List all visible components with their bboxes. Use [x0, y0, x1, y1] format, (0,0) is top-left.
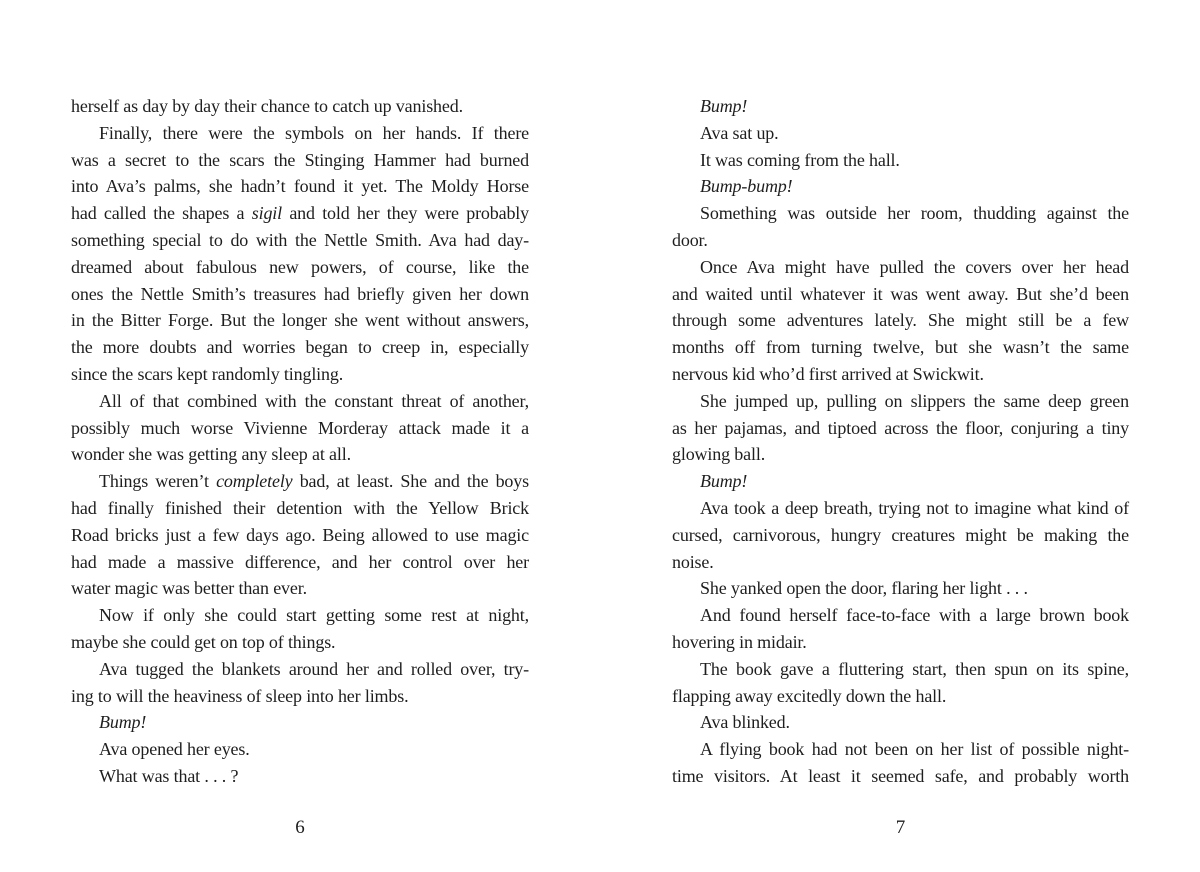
text-line	[672, 361, 1129, 388]
text-line	[672, 227, 1129, 254]
page-number-right: 7	[895, 817, 906, 838]
text-segment: wonder she was getting any sleep at all.	[71, 444, 351, 465]
text-segment: It was coming from the hall.	[700, 149, 900, 170]
text-line	[672, 281, 1129, 308]
text-segment: Things weren’t	[99, 471, 217, 492]
text-line	[71, 441, 529, 468]
text-segment: glowing ball.	[672, 444, 766, 465]
text-segment: something special to do with the Nettle Smith. Ava had day-	[71, 229, 529, 250]
text-line	[71, 522, 529, 549]
text-segment: She jumped up, pulling on slippers the same deep green	[700, 390, 1129, 411]
text-segment: Ava sat up.	[700, 122, 779, 143]
text-line	[672, 522, 1129, 549]
text-segment: The book gave a fluttering start, then spun on its spine,	[700, 658, 1129, 679]
text-segment: hovering in midair.	[672, 631, 807, 652]
text-segment: herself as day by day their chance to catch up vanished.	[71, 96, 463, 116]
text-line	[672, 200, 1129, 227]
text-line	[71, 549, 529, 576]
text-line	[672, 441, 1129, 468]
text-segment: maybe she could get on top of things.	[71, 631, 336, 652]
text-line	[672, 93, 1129, 120]
text-segment: cursed, carnivorous, hungry creatures might be making the	[672, 524, 1129, 545]
text-line	[71, 120, 529, 147]
text-line	[71, 93, 529, 120]
text-line	[672, 763, 1129, 790]
text-line	[672, 736, 1129, 763]
text-line	[71, 388, 529, 415]
text-line	[71, 415, 529, 442]
text-segment: and told her they were probably	[282, 203, 530, 224]
page-number-left: 6	[295, 817, 305, 838]
italic-text: Bump-bump!	[700, 176, 793, 197]
text-segment: into Ava’s palms, she hadn’t found it yet. The Moldy Horse	[71, 176, 529, 197]
text-line	[672, 683, 1129, 710]
text-line	[672, 549, 1129, 576]
text-segment: Once Ava might have pulled the covers over her head	[700, 256, 1129, 277]
text-segment: dreamed about fabulous new powers, of course, like the	[71, 256, 529, 277]
text-line	[71, 361, 529, 388]
text-line	[672, 388, 1129, 415]
text-segment: What was that . . . ?	[99, 765, 239, 786]
text-segment: the more doubts and worries began to creep in, especially	[71, 337, 529, 358]
text-segment: All of that combined with the constant threat of another,	[99, 390, 529, 411]
text-line	[672, 575, 1129, 602]
text-line	[71, 200, 529, 227]
page-left-text	[71, 93, 529, 790]
text-line	[672, 147, 1129, 174]
text-line	[71, 683, 529, 710]
text-segment: water magic was better than ever.	[71, 578, 307, 599]
text-line	[71, 763, 529, 790]
text-segment: Ava blinked.	[700, 712, 790, 733]
italic-text: sigil	[251, 203, 282, 224]
text-line	[672, 709, 1129, 736]
text-segment: door.	[672, 229, 708, 250]
text-segment: through some adventures lately. She might still be a few	[672, 310, 1129, 331]
text-segment: in the Bitter Forge. But the longer she went without answers,	[71, 310, 529, 331]
text-line	[71, 147, 529, 174]
text-line	[71, 709, 529, 736]
text-segment: ones the Nettle Smith’s treasures had briefly given her down	[71, 283, 529, 304]
text-line	[672, 415, 1129, 442]
text-line	[71, 736, 529, 763]
text-segment: Road bricks just a few days ago. Being allowed to use magic	[71, 524, 529, 545]
text-line	[672, 468, 1129, 495]
text-line	[71, 307, 529, 334]
text-line	[71, 334, 529, 361]
italic-text: Bump!	[700, 471, 748, 492]
text-line	[672, 602, 1129, 629]
text-line	[71, 468, 529, 495]
text-segment: Finally, there were the symbols on her hands. If there	[99, 122, 529, 143]
page-right-text	[672, 93, 1129, 790]
text-segment: nervous kid who’d first arrived at Swickwit.	[672, 363, 984, 384]
italic-text: completely	[216, 471, 293, 492]
italic-text: Bump!	[99, 712, 147, 733]
text-segment: was a secret to the scars the Stinging Hammer had burned	[71, 149, 529, 170]
text-segment: Now if only she could start getting some rest at night,	[99, 605, 529, 626]
text-line	[672, 629, 1129, 656]
text-segment: had called the shapes a	[71, 203, 252, 224]
text-segment: ing to will the heaviness of sleep into her limbs.	[71, 685, 409, 706]
text-segment: And found herself face-to-face with a large brown book	[700, 605, 1129, 626]
text-segment: Ava tugged the blankets around her and rolled over, try-	[99, 658, 529, 679]
text-line	[672, 120, 1129, 147]
text-segment: flapping away excitedly down the hall.	[672, 685, 947, 706]
text-line	[672, 307, 1129, 334]
text-segment: months off from turning twelve, but she wasn’t the same	[672, 337, 1129, 358]
text-segment: noise.	[672, 551, 714, 572]
text-line	[71, 495, 529, 522]
text-line	[672, 656, 1129, 683]
text-segment: as her pajamas, and tiptoed across the floor, conjuring a tiny	[672, 417, 1129, 438]
text-line	[71, 227, 529, 254]
text-segment: had finally finished their detention with the Yellow Brick	[71, 497, 529, 518]
text-line	[71, 575, 529, 602]
text-segment: Ava opened her eyes.	[99, 739, 250, 760]
text-line	[71, 629, 529, 656]
text-segment: Something was outside her room, thudding against the	[700, 203, 1129, 224]
text-segment: since the scars kept randomly tingling.	[71, 363, 344, 384]
text-line	[71, 173, 529, 200]
text-line	[672, 173, 1129, 200]
text-line	[71, 254, 529, 281]
text-line	[672, 254, 1129, 281]
text-segment: had made a massive difference, and her control over her	[71, 551, 529, 572]
text-line	[672, 495, 1129, 522]
page-right	[600, 0, 1200, 872]
text-segment: bad, at least. She and the boys	[292, 471, 529, 492]
text-line	[71, 602, 529, 629]
text-line	[672, 334, 1129, 361]
text-segment: Ava took a deep breath, trying not to imagine what kind of	[700, 497, 1129, 518]
text-segment: and waited until whatever it was went away. But she’d been	[672, 283, 1129, 304]
text-segment: time visitors. At least it seemed safe, and probably worth	[672, 765, 1129, 786]
italic-text: Bump!	[700, 96, 748, 116]
text-segment: She yanked open the door, flaring her light . . .	[700, 578, 1028, 599]
text-line	[71, 656, 529, 683]
text-segment: A flying book had not been on her list of possible night-	[700, 739, 1129, 760]
text-segment: possibly much worse Vivienne Morderay attack made it a	[71, 417, 529, 438]
text-line	[71, 281, 529, 308]
